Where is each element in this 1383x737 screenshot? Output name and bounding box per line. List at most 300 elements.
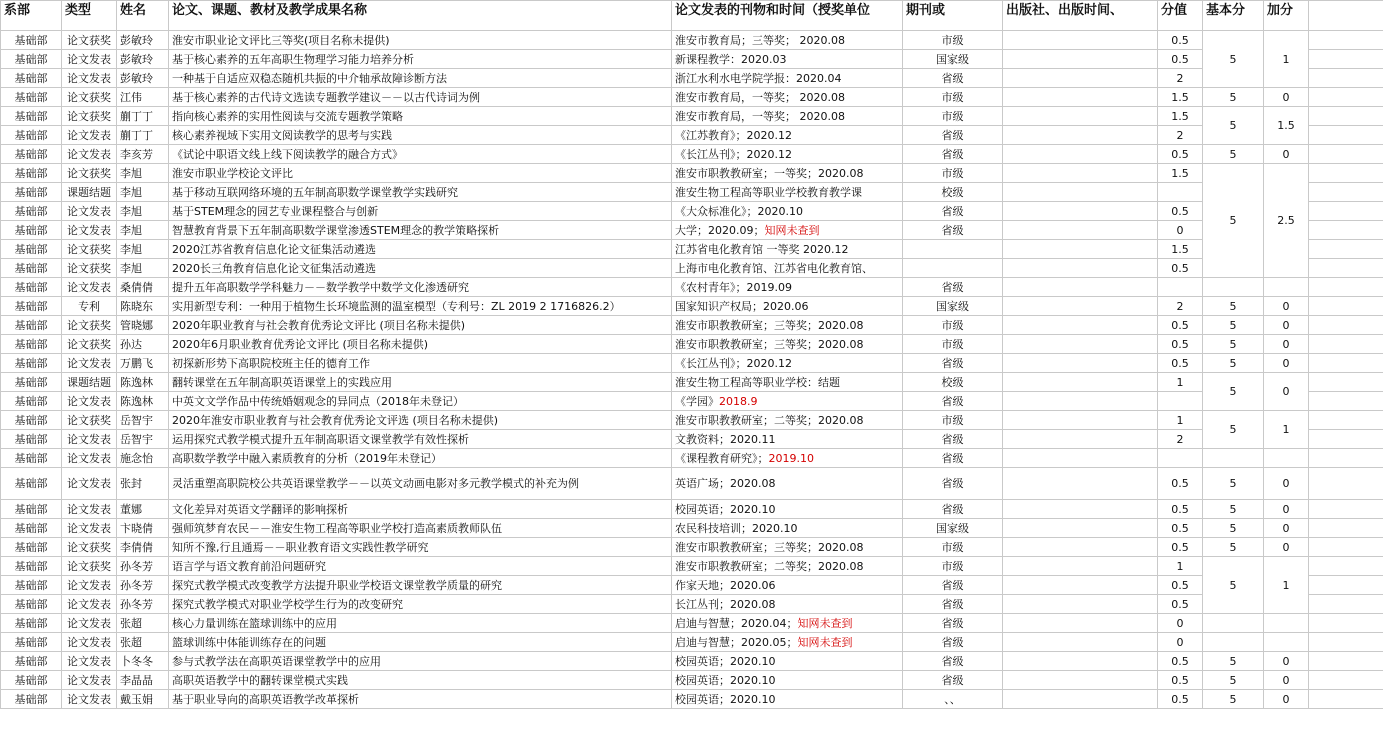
cell-name[interactable]: 李旭: [117, 202, 169, 221]
cell-name[interactable]: 彭敏玲: [117, 31, 169, 50]
cell-type[interactable]: 论文发表: [62, 69, 117, 88]
cell-level[interactable]: 市级: [903, 335, 1003, 354]
cell-publication[interactable]: [672, 107, 903, 126]
cell-level[interactable]: 国家级: [903, 50, 1003, 69]
cell-empty[interactable]: [1309, 633, 1383, 652]
cell-level[interactable]: 市级: [903, 31, 1003, 50]
cell-dept[interactable]: 基础部: [1, 335, 62, 354]
cell-publisher[interactable]: [1003, 633, 1158, 652]
cell-bonus[interactable]: [1264, 278, 1309, 297]
cell-name[interactable]: 李旭: [117, 164, 169, 183]
cell-score[interactable]: 0.5: [1158, 202, 1203, 221]
cell-level[interactable]: 省级: [903, 69, 1003, 88]
cell-name[interactable]: 桑倩倩: [117, 278, 169, 297]
cell-base[interactable]: 5: [1203, 354, 1264, 373]
cell-dept[interactable]: 基础部: [1, 31, 62, 50]
cell-publication[interactable]: [672, 411, 903, 430]
cell-dept[interactable]: 基础部: [1, 183, 62, 202]
cell-score[interactable]: 0.5: [1158, 316, 1203, 335]
cell-dept[interactable]: 基础部: [1, 519, 62, 538]
cell-title[interactable]: 语言学与语文教育前沿问题研究: [169, 557, 672, 576]
cell-empty[interactable]: [1309, 614, 1383, 633]
cell-title[interactable]: 提升五年高职数学学科魅力－－数学教学中数学文化渗透研究: [169, 278, 672, 297]
cell-title[interactable]: 知所不豫,行且通焉－－职业教育语文实践性教学研究: [169, 538, 672, 557]
cell-base[interactable]: 5: [1203, 519, 1264, 538]
header-type[interactable]: 类型: [62, 1, 117, 31]
header-bonus[interactable]: 加分: [1264, 1, 1309, 31]
cell-base[interactable]: 5: [1203, 88, 1264, 107]
header-dept[interactable]: 系部: [1, 1, 62, 31]
cell-publication[interactable]: [672, 240, 903, 259]
cell-publisher[interactable]: [1003, 69, 1158, 88]
cell-title[interactable]: 基于核心素养的古代诗文选读专题教学建议－－以古代诗词为例: [169, 88, 672, 107]
cell-type[interactable]: 论文获奖: [62, 107, 117, 126]
cell-publisher[interactable]: [1003, 354, 1158, 373]
cell-base[interactable]: 5: [1203, 671, 1264, 690]
cell-score[interactable]: 0: [1158, 633, 1203, 652]
cell-empty[interactable]: [1309, 538, 1383, 557]
cell-type[interactable]: 论文发表: [62, 126, 117, 145]
cell-dept[interactable]: 基础部: [1, 449, 62, 468]
cell-bonus[interactable]: [1264, 633, 1309, 652]
cell-score[interactable]: 0.5: [1158, 259, 1203, 278]
cell-publication[interactable]: [672, 221, 903, 240]
cell-base[interactable]: 5: [1203, 557, 1264, 614]
cell-type[interactable]: 论文发表: [62, 468, 117, 500]
cell-name[interactable]: 李旭: [117, 221, 169, 240]
cell-publication[interactable]: [672, 316, 903, 335]
cell-type[interactable]: 论文获奖: [62, 557, 117, 576]
cell-publisher[interactable]: [1003, 335, 1158, 354]
cell-dept[interactable]: 基础部: [1, 278, 62, 297]
cell-score[interactable]: 0.5: [1158, 576, 1203, 595]
cell-publication[interactable]: [672, 145, 903, 164]
cell-publication[interactable]: [672, 31, 903, 50]
cell-base[interactable]: [1203, 633, 1264, 652]
cell-publisher[interactable]: [1003, 107, 1158, 126]
cell-base[interactable]: 5: [1203, 373, 1264, 411]
cell-name[interactable]: 李亥芳: [117, 145, 169, 164]
cell-base[interactable]: 5: [1203, 690, 1264, 709]
cell-bonus[interactable]: 0: [1264, 690, 1309, 709]
cell-type[interactable]: 论文发表: [62, 354, 117, 373]
cell-name[interactable]: 董娜: [117, 500, 169, 519]
cell-dept[interactable]: 基础部: [1, 690, 62, 709]
cell-type[interactable]: 论文获奖: [62, 259, 117, 278]
header-empty[interactable]: [1309, 1, 1383, 31]
cell-score[interactable]: 1.5: [1158, 107, 1203, 126]
cell-title[interactable]: 文化差异对英语文学翻译的影响探析: [169, 500, 672, 519]
cell-publication[interactable]: [672, 126, 903, 145]
cell-score[interactable]: 0.5: [1158, 595, 1203, 614]
cell-bonus[interactable]: 0: [1264, 297, 1309, 316]
cell-score[interactable]: [1158, 392, 1203, 411]
cell-level[interactable]: 省级: [903, 449, 1003, 468]
cell-name[interactable]: 彭敏玲: [117, 69, 169, 88]
cell-level[interactable]: 省级: [903, 576, 1003, 595]
cell-dept[interactable]: 基础部: [1, 392, 62, 411]
cell-level[interactable]: 市级: [903, 107, 1003, 126]
cell-title[interactable]: 一种基于自适应双稳态随机共振的中介轴承故障诊断方法: [169, 69, 672, 88]
cell-score[interactable]: 1: [1158, 373, 1203, 392]
cell-empty[interactable]: [1309, 335, 1383, 354]
cell-name[interactable]: 卜冬冬: [117, 652, 169, 671]
cell-publication[interactable]: [672, 690, 903, 709]
cell-name[interactable]: 李旭: [117, 183, 169, 202]
cell-name[interactable]: 万鹏飞: [117, 354, 169, 373]
cell-publication[interactable]: [672, 595, 903, 614]
cell-base[interactable]: 5: [1203, 335, 1264, 354]
cell-publisher[interactable]: [1003, 88, 1158, 107]
cell-publication[interactable]: [672, 373, 903, 392]
cell-title[interactable]: 2020年6月职业教育优秀论文评比 (项目名称未提供): [169, 335, 672, 354]
cell-empty[interactable]: [1309, 468, 1383, 500]
cell-title[interactable]: 指向核心素养的实用性阅读与交流专题教学策略: [169, 107, 672, 126]
header-level[interactable]: 期刊或: [903, 1, 1003, 31]
cell-title[interactable]: 基于职业导向的高职英语教学改革探析: [169, 690, 672, 709]
cell-name[interactable]: 蒯丁丁: [117, 126, 169, 145]
header-publication[interactable]: 论文发表的刊物和时间（授奖单位: [672, 1, 903, 31]
cell-score[interactable]: 1.5: [1158, 164, 1203, 183]
cell-publisher[interactable]: [1003, 31, 1158, 50]
cell-level[interactable]: 省级: [903, 652, 1003, 671]
cell-name[interactable]: 孙冬芳: [117, 595, 169, 614]
cell-publication[interactable]: [672, 259, 903, 278]
cell-publication[interactable]: [672, 88, 903, 107]
cell-level[interactable]: 省级: [903, 392, 1003, 411]
cell-publication[interactable]: [672, 633, 903, 652]
cell-level[interactable]: 市级: [903, 557, 1003, 576]
cell-name[interactable]: 孙冬芳: [117, 557, 169, 576]
cell-score[interactable]: 0.5: [1158, 335, 1203, 354]
header-publisher[interactable]: 出版社、出版时间、: [1003, 1, 1158, 31]
cell-empty[interactable]: [1309, 449, 1383, 468]
cell-score[interactable]: 1: [1158, 411, 1203, 430]
cell-publication[interactable]: [672, 183, 903, 202]
cell-empty[interactable]: [1309, 557, 1383, 576]
cell-publisher[interactable]: [1003, 468, 1158, 500]
cell-name[interactable]: 李倩倩: [117, 538, 169, 557]
cell-publication[interactable]: [672, 614, 903, 633]
cell-type[interactable]: 论文发表: [62, 500, 117, 519]
cell-publication[interactable]: [672, 671, 903, 690]
cell-dept[interactable]: 基础部: [1, 88, 62, 107]
cell-name[interactable]: 孙冬芳: [117, 576, 169, 595]
cell-bonus[interactable]: 0: [1264, 316, 1309, 335]
cell-title[interactable]: 基于移动互联网络环境的五年制高职数学课堂教学实践研究: [169, 183, 672, 202]
cell-publication[interactable]: [672, 69, 903, 88]
cell-score[interactable]: 2: [1158, 69, 1203, 88]
cell-base[interactable]: 5: [1203, 652, 1264, 671]
cell-score[interactable]: 0.5: [1158, 519, 1203, 538]
cell-type[interactable]: 论文获奖: [62, 316, 117, 335]
cell-publisher[interactable]: [1003, 202, 1158, 221]
cell-level[interactable]: 省级: [903, 202, 1003, 221]
cell-type[interactable]: 论文发表: [62, 430, 117, 449]
cell-dept[interactable]: 基础部: [1, 468, 62, 500]
cell-type[interactable]: 论文发表: [62, 690, 117, 709]
cell-title[interactable]: 淮安市职业论文评比三等奖(项目名称未提供): [169, 31, 672, 50]
cell-dept[interactable]: 基础部: [1, 557, 62, 576]
cell-type[interactable]: 论文发表: [62, 633, 117, 652]
cell-empty[interactable]: [1309, 430, 1383, 449]
cell-level[interactable]: 市级: [903, 316, 1003, 335]
cell-empty[interactable]: [1309, 392, 1383, 411]
cell-level[interactable]: 省级: [903, 500, 1003, 519]
cell-title[interactable]: 2020年淮安市职业教育与社会教育优秀论文评选 (项目名称未提供): [169, 411, 672, 430]
cell-score[interactable]: [1158, 449, 1203, 468]
cell-level[interactable]: 省级: [903, 468, 1003, 500]
cell-name[interactable]: 江伟: [117, 88, 169, 107]
cell-empty[interactable]: [1309, 31, 1383, 50]
cell-level[interactable]: 省级: [903, 126, 1003, 145]
cell-base[interactable]: 5: [1203, 164, 1264, 278]
cell-publication[interactable]: [672, 652, 903, 671]
cell-level[interactable]: [903, 259, 1003, 278]
cell-dept[interactable]: 基础部: [1, 164, 62, 183]
cell-type[interactable]: 论文发表: [62, 449, 117, 468]
cell-score[interactable]: 2: [1158, 297, 1203, 316]
cell-publication[interactable]: [672, 202, 903, 221]
cell-empty[interactable]: [1309, 671, 1383, 690]
cell-base[interactable]: [1203, 449, 1264, 468]
cell-publisher[interactable]: [1003, 278, 1158, 297]
cell-publisher[interactable]: [1003, 576, 1158, 595]
cell-level[interactable]: 省级: [903, 614, 1003, 633]
cell-score[interactable]: 0.5: [1158, 652, 1203, 671]
cell-empty[interactable]: [1309, 354, 1383, 373]
cell-type[interactable]: 论文发表: [62, 671, 117, 690]
cell-empty[interactable]: [1309, 500, 1383, 519]
cell-score[interactable]: 0.5: [1158, 500, 1203, 519]
cell-dept[interactable]: 基础部: [1, 614, 62, 633]
cell-name[interactable]: 岳智宇: [117, 430, 169, 449]
cell-empty[interactable]: [1309, 373, 1383, 392]
cell-publication[interactable]: [672, 392, 903, 411]
cell-empty[interactable]: [1309, 69, 1383, 88]
cell-level[interactable]: 省级: [903, 671, 1003, 690]
cell-base[interactable]: 5: [1203, 468, 1264, 500]
cell-empty[interactable]: [1309, 221, 1383, 240]
cell-type[interactable]: 课题结题: [62, 373, 117, 392]
cell-bonus[interactable]: 0: [1264, 538, 1309, 557]
cell-name[interactable]: 卞晓倩: [117, 519, 169, 538]
cell-base[interactable]: 5: [1203, 538, 1264, 557]
cell-score[interactable]: 0.5: [1158, 354, 1203, 373]
cell-base[interactable]: 5: [1203, 411, 1264, 449]
cell-type[interactable]: 论文发表: [62, 392, 117, 411]
cell-score[interactable]: 0.5: [1158, 671, 1203, 690]
cell-level[interactable]: 省级: [903, 633, 1003, 652]
cell-type[interactable]: 论文发表: [62, 278, 117, 297]
cell-publisher[interactable]: [1003, 373, 1158, 392]
cell-publisher[interactable]: [1003, 297, 1158, 316]
cell-bonus[interactable]: 0: [1264, 354, 1309, 373]
cell-publication[interactable]: [672, 468, 903, 500]
cell-dept[interactable]: 基础部: [1, 240, 62, 259]
cell-level[interactable]: 市级: [903, 411, 1003, 430]
cell-type[interactable]: 论文发表: [62, 614, 117, 633]
cell-base[interactable]: 5: [1203, 297, 1264, 316]
cell-type[interactable]: 论文发表: [62, 519, 117, 538]
cell-bonus[interactable]: 1: [1264, 557, 1309, 614]
cell-base[interactable]: [1203, 614, 1264, 633]
cell-name[interactable]: 李旭: [117, 259, 169, 278]
cell-name[interactable]: 孙达: [117, 335, 169, 354]
cell-publisher[interactable]: [1003, 449, 1158, 468]
cell-score[interactable]: 0.5: [1158, 690, 1203, 709]
cell-publisher[interactable]: [1003, 690, 1158, 709]
cell-empty[interactable]: [1309, 259, 1383, 278]
cell-type[interactable]: 论文获奖: [62, 88, 117, 107]
cell-publication[interactable]: [672, 278, 903, 297]
cell-title[interactable]: 实用新型专利：一种用于植物生长环境监测的温室模型（专利号：ZL 2019 2 1716826.2）: [169, 297, 672, 316]
cell-publisher[interactable]: [1003, 240, 1158, 259]
cell-dept[interactable]: 基础部: [1, 221, 62, 240]
cell-dept[interactable]: 基础部: [1, 126, 62, 145]
cell-publication[interactable]: [672, 557, 903, 576]
cell-bonus[interactable]: 1: [1264, 31, 1309, 88]
cell-title[interactable]: 高职数学教学中融入素质教育的分析（2019年未登记）: [169, 449, 672, 468]
cell-title[interactable]: 翻转课堂在五年制高职英语课堂上的实践应用: [169, 373, 672, 392]
cell-type[interactable]: 论文获奖: [62, 240, 117, 259]
cell-bonus[interactable]: 0: [1264, 519, 1309, 538]
cell-bonus[interactable]: 0: [1264, 335, 1309, 354]
cell-empty[interactable]: [1309, 297, 1383, 316]
cell-dept[interactable]: 基础部: [1, 411, 62, 430]
cell-publisher[interactable]: [1003, 259, 1158, 278]
cell-publication[interactable]: [672, 354, 903, 373]
cell-publication[interactable]: [672, 500, 903, 519]
cell-level[interactable]: 市级: [903, 164, 1003, 183]
cell-title[interactable]: 2020长三角教育信息化论文征集活动遴选: [169, 259, 672, 278]
cell-type[interactable]: 论文发表: [62, 202, 117, 221]
cell-empty[interactable]: [1309, 107, 1383, 126]
cell-title[interactable]: 初探新形势下高职院校班主任的德育工作: [169, 354, 672, 373]
cell-base[interactable]: 5: [1203, 500, 1264, 519]
cell-empty[interactable]: [1309, 652, 1383, 671]
cell-name[interactable]: 岳智宇: [117, 411, 169, 430]
cell-bonus[interactable]: 0: [1264, 373, 1309, 411]
cell-type[interactable]: 课题结题: [62, 183, 117, 202]
cell-publisher[interactable]: [1003, 392, 1158, 411]
cell-publication[interactable]: [672, 50, 903, 69]
cell-level[interactable]: 国家级: [903, 297, 1003, 316]
cell-bonus[interactable]: [1264, 449, 1309, 468]
cell-type[interactable]: 论文获奖: [62, 538, 117, 557]
cell-dept[interactable]: 基础部: [1, 538, 62, 557]
cell-title[interactable]: 篮球训练中体能训练存在的问题: [169, 633, 672, 652]
cell-score[interactable]: 1.5: [1158, 88, 1203, 107]
cell-publisher[interactable]: [1003, 557, 1158, 576]
cell-level[interactable]: 、、: [903, 690, 1003, 709]
cell-type[interactable]: 论文获奖: [62, 31, 117, 50]
cell-title[interactable]: 智慧教育背景下五年制高职数学课堂渗透STEM理念的教学策略探析: [169, 221, 672, 240]
cell-level[interactable]: 国家级: [903, 519, 1003, 538]
cell-bonus[interactable]: [1264, 614, 1309, 633]
cell-empty[interactable]: [1309, 88, 1383, 107]
cell-score[interactable]: 0: [1158, 221, 1203, 240]
cell-name[interactable]: 陈晓东: [117, 297, 169, 316]
cell-publisher[interactable]: [1003, 538, 1158, 557]
cell-publisher[interactable]: [1003, 411, 1158, 430]
cell-empty[interactable]: [1309, 183, 1383, 202]
cell-empty[interactable]: [1309, 202, 1383, 221]
cell-bonus[interactable]: 0: [1264, 500, 1309, 519]
cell-score[interactable]: 0: [1158, 614, 1203, 633]
cell-empty[interactable]: [1309, 164, 1383, 183]
cell-bonus[interactable]: 0: [1264, 652, 1309, 671]
cell-score[interactable]: 0.5: [1158, 31, 1203, 50]
cell-empty[interactable]: [1309, 576, 1383, 595]
cell-score[interactable]: 0.5: [1158, 538, 1203, 557]
cell-level[interactable]: 省级: [903, 354, 1003, 373]
cell-title[interactable]: 强师筑梦育农民－－淮安生物工程高等职业学校打造高素质教师队伍: [169, 519, 672, 538]
cell-publication[interactable]: [672, 164, 903, 183]
cell-level[interactable]: 省级: [903, 595, 1003, 614]
cell-title[interactable]: 《试论中职语文线上线下阅读教学的融合方式》: [169, 145, 672, 164]
cell-title[interactable]: 淮安市职业学校论文评比: [169, 164, 672, 183]
cell-type[interactable]: 论文发表: [62, 595, 117, 614]
cell-publisher[interactable]: [1003, 519, 1158, 538]
cell-dept[interactable]: 基础部: [1, 145, 62, 164]
cell-level[interactable]: 省级: [903, 278, 1003, 297]
cell-publisher[interactable]: [1003, 316, 1158, 335]
cell-name[interactable]: 施念怡: [117, 449, 169, 468]
cell-publisher[interactable]: [1003, 126, 1158, 145]
cell-score[interactable]: 0.5: [1158, 468, 1203, 500]
cell-level[interactable]: 校级: [903, 183, 1003, 202]
cell-name[interactable]: 管晓娜: [117, 316, 169, 335]
cell-dept[interactable]: 基础部: [1, 373, 62, 392]
cell-publisher[interactable]: [1003, 430, 1158, 449]
cell-publication[interactable]: [672, 449, 903, 468]
cell-dept[interactable]: 基础部: [1, 50, 62, 69]
cell-bonus[interactable]: 0: [1264, 671, 1309, 690]
cell-publisher[interactable]: [1003, 614, 1158, 633]
cell-title[interactable]: 探究式教学模式改变教学方法提升职业学校语文课堂教学质量的研究: [169, 576, 672, 595]
cell-publisher[interactable]: [1003, 500, 1158, 519]
cell-publisher[interactable]: [1003, 652, 1158, 671]
cell-dept[interactable]: 基础部: [1, 354, 62, 373]
cell-type[interactable]: 专利: [62, 297, 117, 316]
cell-name[interactable]: 彭敏玲: [117, 50, 169, 69]
cell-name[interactable]: 李旭: [117, 240, 169, 259]
cell-publication[interactable]: [672, 335, 903, 354]
cell-empty[interactable]: [1309, 240, 1383, 259]
cell-type[interactable]: 论文发表: [62, 652, 117, 671]
cell-publisher[interactable]: [1003, 671, 1158, 690]
cell-bonus[interactable]: 0: [1264, 88, 1309, 107]
cell-name[interactable]: 蒯丁丁: [117, 107, 169, 126]
cell-title[interactable]: 灵活重塑高职院校公共英语课堂教学－－以英文动画电影对多元教学模式的补充为例: [169, 468, 672, 500]
cell-title[interactable]: 核心力量训练在篮球训练中的应用: [169, 614, 672, 633]
cell-name[interactable]: 张封: [117, 468, 169, 500]
cell-empty[interactable]: [1309, 278, 1383, 297]
cell-score[interactable]: 1: [1158, 557, 1203, 576]
cell-level[interactable]: [903, 240, 1003, 259]
cell-dept[interactable]: 基础部: [1, 633, 62, 652]
cell-dept[interactable]: 基础部: [1, 316, 62, 335]
cell-bonus[interactable]: 1.5: [1264, 107, 1309, 145]
cell-empty[interactable]: [1309, 411, 1383, 430]
cell-bonus[interactable]: 2.5: [1264, 164, 1309, 278]
cell-name[interactable]: 陈逸林: [117, 373, 169, 392]
cell-dept[interactable]: 基础部: [1, 107, 62, 126]
cell-level[interactable]: 校级: [903, 373, 1003, 392]
cell-level[interactable]: 省级: [903, 221, 1003, 240]
cell-bonus[interactable]: 0: [1264, 145, 1309, 164]
